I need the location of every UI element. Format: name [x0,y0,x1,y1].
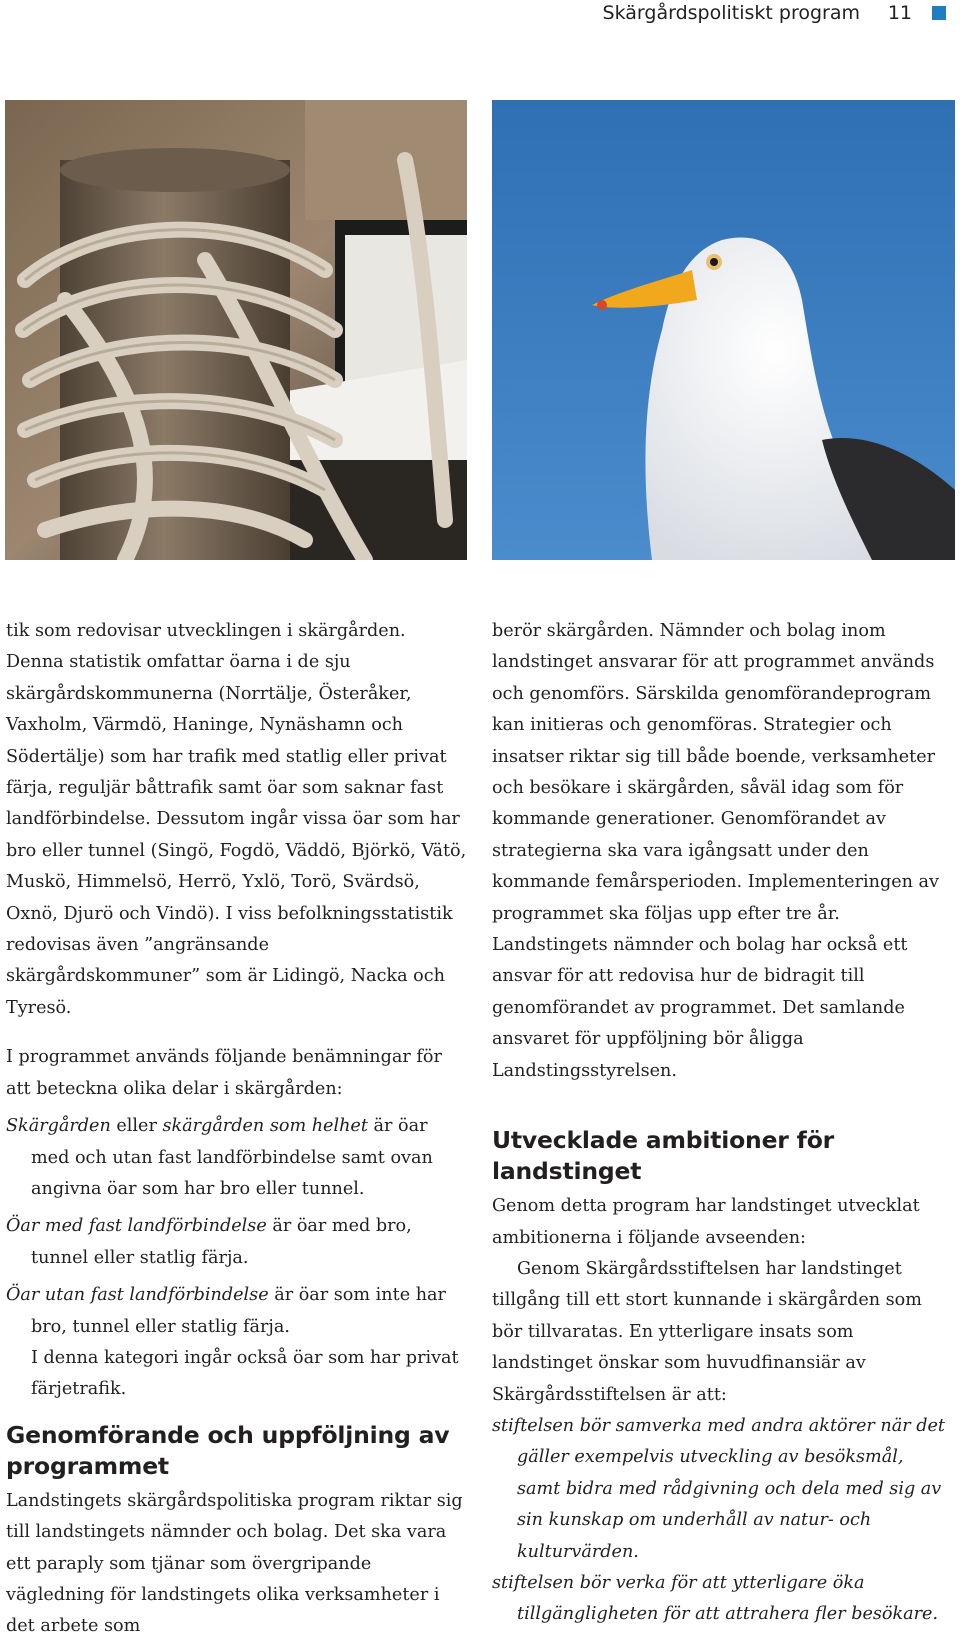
term: Skärgården [6,1116,111,1137]
page-number: 11 [887,2,912,24]
body-paragraph: tik som redovisar utvecklingen i skärgården. Denna statistik omfattar öarna i de sju skärgårdskommunerna (Norrtälje, Österåker, Vaxholm, Värmdö, Haninge, Nynäshamn och Södertälje) som har trafik med statlig eller privat färja, reguljär båttrafik samt öar som saknar fast landförbindelse. Dessutom ingår vissa öar som har bro eller tunnel (Singö, Fogdö, Väddö, Björkö, Vätö, Muskö, Himmelsö, Herrö, Yxlö, Torö, Svärdsö, Oxnö, Djurö och Vindö). I viss befolkningsstatistik redovisas även ”angränsande skärgårdskommuner” som är Lidingö, Nacka och Tyresö. [6,621,467,1018]
definition-note: I denna kategori ingår också öar som har privat färjetrafik. [31,1347,459,1400]
term: Öar med fast landförbindelse [6,1216,267,1237]
body-paragraph: berör skärgården. Nämnder och bolag inom landstinget ansvarar för att programmet används och genomförs. Särskilda genomförandeprogram kan initieras och genomföras. Strategier och insatser riktar sig till både boende, verksamheter och besökare i skärgården, såväl idag som för kommande generationer. Genomförandet av strategierna ska vara igångsatt under den kommande femårsperioden. Implementeringen av programmet ska följas upp efter tre år. Landstingets nämnder och bolag har också ett ansvar för att redovisa hur de bidragit till genomförandet av programmet. Det samlande ansvaret för uppföljning bör åligga Landstingsstyrelsen. [492,621,939,1081]
list-item: stiftelsen bör samverka med andra aktörer när det gäller exempelvis utveckling av besöksmål, samt bidra med rådgivning och dela med sig av sin kunskap om underhåll av natur- och kulturvärden. [492,1415,946,1562]
left-column [6,616,468,1643]
definition-utan-fast: Öar utan fast landförbindelse är öar som inte har bro, tunnel eller statlig färja. [6,1285,446,1337]
list-item: stiftelsen bör verka för att ytterligare öka tillgängligheten för att attrahera fler besökare. [492,1572,939,1625]
term: skärgården som helhet [162,1116,368,1137]
running-title: Skärgårdspolitiskt program [602,2,860,24]
body-paragraph: Genom detta program har landstinget utvecklat ambitionerna i följande avseenden: [492,1196,920,1248]
definition-skargarden: Skärgården eller skärgården som helhet är öar med och utan fast landförbindelse samt ovan angivna öar som har bro eller tunnel. [6,1116,433,1199]
rope-bollard-photo [5,100,467,560]
definition-med-fast: Öar med fast landförbindelse är öar med bro, tunnel eller statlig färja. [6,1216,412,1268]
body-paragraph: I programmet används följande benämningar för att beteckna olika delar i skärgården: [6,1047,442,1099]
section-heading: Genomförande och uppföljning av programmet [6,1420,450,1480]
body-paragraph: Landstingets skärgårdspolitiska program riktar sig till landstingets nämnder och bolag. Det ska vara ett paraply som tjänar som övergripande vägledning för landstingets olika verksamheter i det arbete som [6,1490,463,1637]
page-header [0,0,960,28]
term: Öar utan fast landförbindelse [6,1285,269,1306]
right-column [492,616,952,1631]
accent-square [932,6,946,20]
body-paragraph: Genom Skärgårdsstiftelsen har landstinget tillgång till ett stort kunnande i skärgården som bör tillvaratas. En ytterligare insats som landstinget önskar som huvudfinansiär av Skärgårdsstiftelsen är att: [492,1258,922,1405]
section-heading: Utvecklade ambitioner för landstinget [492,1126,835,1186]
seagull-photo [492,100,955,560]
